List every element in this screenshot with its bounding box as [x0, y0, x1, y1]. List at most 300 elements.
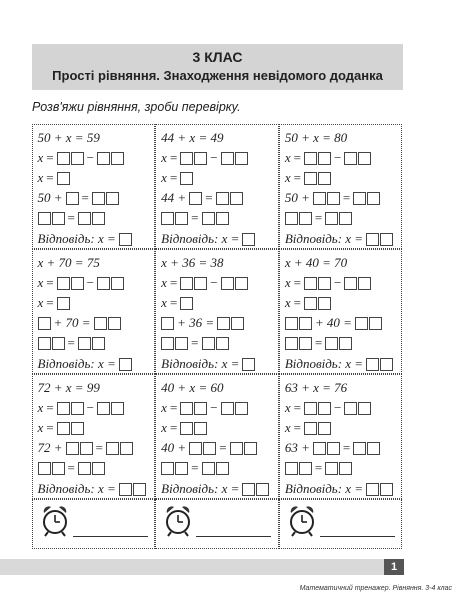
- equals-sign: =: [46, 149, 54, 165]
- answer-box[interactable]: [180, 402, 193, 415]
- box-group: [313, 440, 340, 456]
- answer-box[interactable]: [189, 192, 202, 205]
- box-group: [161, 335, 188, 351]
- answer-box[interactable]: [38, 212, 51, 225]
- answer-box[interactable]: [92, 462, 105, 475]
- box-group: [202, 335, 229, 351]
- answer-box[interactable]: [57, 297, 70, 310]
- answer-box[interactable]: [52, 337, 65, 350]
- answer-box[interactable]: [304, 172, 317, 185]
- box-group: [97, 150, 124, 166]
- box-group: [189, 440, 216, 456]
- answer-box[interactable]: [367, 442, 380, 455]
- answer-box[interactable]: [325, 212, 338, 225]
- answer-box[interactable]: [325, 462, 338, 475]
- box-group: [180, 295, 193, 311]
- answer-box[interactable]: [285, 317, 298, 330]
- answer-box[interactable]: [355, 317, 368, 330]
- answer-box[interactable]: [231, 317, 244, 330]
- answer-box[interactable]: [161, 212, 174, 225]
- answer-box[interactable]: [92, 212, 105, 225]
- answer-box[interactable]: [216, 462, 229, 475]
- solution-line: [161, 420, 207, 436]
- check-suffix: + 40 =: [314, 314, 352, 330]
- answer-box[interactable]: [175, 212, 188, 225]
- box-group: [304, 420, 331, 436]
- answer-box[interactable]: [366, 233, 379, 246]
- answer-box[interactable]: [71, 152, 84, 165]
- box-group: [38, 460, 65, 476]
- answer-box[interactable]: [111, 277, 124, 290]
- solution-line: [38, 356, 132, 372]
- solution-line: [38, 481, 146, 497]
- check-prefix: 72 +: [37, 439, 63, 455]
- answer-box[interactable]: [194, 402, 207, 415]
- box-group: [180, 400, 207, 416]
- topic-title: Прості рівняння. Знаходження невідомого доданка: [52, 68, 383, 83]
- answer-box[interactable]: [313, 192, 326, 205]
- minus-sign: −: [210, 149, 218, 165]
- answer-box[interactable]: [78, 212, 91, 225]
- answer-box[interactable]: [221, 402, 234, 415]
- box-group: [180, 150, 207, 166]
- solution-line: [38, 400, 124, 416]
- answer-box[interactable]: [285, 337, 298, 350]
- answer-box[interactable]: [304, 422, 317, 435]
- equals-sign: =: [342, 189, 351, 205]
- box-group: [38, 315, 51, 331]
- answer-box[interactable]: [120, 442, 133, 455]
- box-group: [304, 170, 331, 186]
- solution-line: [285, 275, 371, 291]
- equation: 44 + x = 49: [161, 129, 224, 145]
- answer-box[interactable]: [97, 277, 110, 290]
- solution-line: [161, 356, 255, 372]
- x-variable: x: [161, 399, 167, 415]
- answer-box[interactable]: [304, 297, 317, 310]
- solution-line: [285, 210, 352, 226]
- answer-box[interactable]: [369, 317, 382, 330]
- answer-box[interactable]: [161, 317, 174, 330]
- solution-line: [38, 380, 100, 396]
- solution-line: [285, 335, 352, 351]
- answer-box[interactable]: [108, 317, 121, 330]
- box-group: [57, 400, 84, 416]
- answer-box[interactable]: [216, 192, 229, 205]
- x-variable: x: [161, 274, 167, 290]
- answer-box[interactable]: [339, 212, 352, 225]
- answer-box[interactable]: [202, 462, 215, 475]
- answer-box[interactable]: [318, 422, 331, 435]
- box-group: [366, 356, 393, 372]
- equals-sign: =: [67, 459, 75, 475]
- answer-box[interactable]: [194, 422, 207, 435]
- answer-box[interactable]: [221, 277, 234, 290]
- equation: x + 40 = 70: [284, 254, 348, 270]
- answer-box[interactable]: [380, 483, 393, 496]
- answer-box[interactable]: [202, 337, 215, 350]
- check-prefix: 50 +: [284, 189, 310, 205]
- box-group: [344, 400, 371, 416]
- answer-box[interactable]: [318, 297, 331, 310]
- answer-box[interactable]: [57, 422, 70, 435]
- answer-box[interactable]: [230, 442, 243, 455]
- answer-box[interactable]: [299, 317, 312, 330]
- answer-box[interactable]: [344, 402, 357, 415]
- equals-sign: =: [67, 334, 75, 350]
- answer-box[interactable]: [52, 212, 65, 225]
- answer-box[interactable]: [256, 483, 269, 496]
- answer-box[interactable]: [92, 337, 105, 350]
- exercise-cell: [279, 374, 403, 499]
- solution-line: [38, 255, 100, 271]
- answer-box[interactable]: [244, 442, 257, 455]
- solution-line: [161, 380, 223, 396]
- box-group: [325, 210, 352, 226]
- solution-line: [285, 315, 382, 331]
- x-variable: x: [284, 149, 291, 165]
- box-group: [202, 210, 229, 226]
- answer-box[interactable]: [175, 462, 188, 475]
- box-group: [242, 231, 255, 247]
- answer-box[interactable]: [57, 277, 70, 290]
- equals-sign: =: [169, 294, 178, 310]
- solution-line: [161, 460, 228, 476]
- answer-box[interactable]: [38, 317, 51, 330]
- answer-box[interactable]: [242, 233, 255, 246]
- x-variable: x: [161, 169, 167, 185]
- x-variable: x: [284, 169, 291, 185]
- answer-box[interactable]: [133, 483, 146, 496]
- answer-box[interactable]: [235, 277, 248, 290]
- solution-line: [38, 190, 119, 206]
- solution-line: [285, 420, 331, 436]
- answer-box[interactable]: [38, 337, 51, 350]
- answer-box[interactable]: [216, 337, 229, 350]
- solution-line: [38, 275, 124, 291]
- answer-box[interactable]: [175, 337, 188, 350]
- answer-box[interactable]: [203, 442, 216, 455]
- answer-box[interactable]: [94, 317, 107, 330]
- solution-line: [161, 481, 269, 497]
- answer-box[interactable]: [71, 402, 84, 415]
- answer-box[interactable]: [217, 317, 230, 330]
- solution-line: [161, 210, 228, 226]
- answer-box[interactable]: [111, 402, 124, 415]
- box-group: [97, 400, 124, 416]
- answer-box[interactable]: [180, 152, 193, 165]
- timer-cell: [279, 499, 403, 549]
- answer-box[interactable]: [97, 152, 110, 165]
- solution-line: [38, 231, 132, 247]
- minus-sign: −: [86, 274, 94, 290]
- answer-box[interactable]: [304, 402, 317, 415]
- exercise-cell: [32, 249, 156, 374]
- answer-box[interactable]: [194, 277, 207, 290]
- answer-label: Відповідь: x =: [161, 480, 240, 496]
- equals-sign: =: [169, 419, 178, 435]
- alarm-clock-icon: [40, 504, 70, 538]
- answer-box[interactable]: [52, 462, 65, 475]
- answer-box[interactable]: [161, 462, 174, 475]
- answer-box[interactable]: [78, 337, 91, 350]
- answer-box[interactable]: [285, 212, 298, 225]
- box-group: [57, 275, 84, 291]
- box-group: [285, 335, 312, 351]
- answer-box[interactable]: [180, 172, 193, 185]
- box-group: [66, 190, 79, 206]
- box-group: [304, 295, 331, 311]
- timer-cell: [32, 499, 156, 549]
- answer-box[interactable]: [38, 462, 51, 475]
- equals-sign: =: [46, 274, 54, 290]
- answer-box[interactable]: [180, 297, 193, 310]
- solution-line: [285, 380, 347, 396]
- x-variable: x: [284, 399, 291, 415]
- answer-box[interactable]: [57, 402, 70, 415]
- answer-label: Відповідь: x =: [37, 480, 116, 496]
- answer-box[interactable]: [339, 462, 352, 475]
- answer-box[interactable]: [194, 152, 207, 165]
- box-group: [217, 315, 244, 331]
- check-prefix: 63 +: [284, 439, 310, 455]
- box-group: [119, 481, 146, 497]
- equals-sign: =: [191, 459, 199, 475]
- answer-box[interactable]: [202, 212, 215, 225]
- answer-box[interactable]: [353, 442, 366, 455]
- box-group: [57, 295, 70, 311]
- equals-sign: =: [95, 439, 103, 455]
- box-group: [38, 210, 65, 226]
- answer-box[interactable]: [358, 152, 371, 165]
- solution-line: [161, 335, 228, 351]
- check-prefix: 40 +: [161, 439, 187, 455]
- box-group: [242, 356, 255, 372]
- box-group: [161, 315, 174, 331]
- answer-box[interactable]: [71, 277, 84, 290]
- solution-line: [161, 295, 193, 311]
- box-group: [202, 460, 229, 476]
- answer-box[interactable]: [78, 462, 91, 475]
- footer-text: Математичний тренажер. Рівняння. 3-4 клас: [299, 585, 452, 592]
- answer-box[interactable]: [353, 192, 366, 205]
- x-variable: x: [37, 419, 44, 435]
- time-blank-line[interactable]: [196, 536, 271, 537]
- answer-box[interactable]: [111, 152, 124, 165]
- box-group: [161, 460, 188, 476]
- x-variable: x: [161, 419, 167, 435]
- x-variable: x: [37, 274, 44, 290]
- solution-line: [38, 315, 121, 331]
- answer-box[interactable]: [57, 172, 70, 185]
- solution-line: [38, 170, 70, 186]
- answer-box[interactable]: [380, 358, 393, 371]
- equals-sign: =: [205, 189, 213, 205]
- time-blank-line[interactable]: [320, 536, 395, 537]
- x-variable: x: [37, 399, 44, 415]
- answer-box[interactable]: [344, 152, 357, 165]
- time-blank-line[interactable]: [73, 536, 148, 537]
- solution-line: [161, 190, 242, 206]
- box-group: [285, 210, 312, 226]
- instruction-text: Розв'яжи рівняння, зроби перевірку.: [32, 100, 241, 114]
- exercise-cell: [279, 124, 403, 249]
- solution-line: [161, 275, 247, 291]
- box-group: [161, 210, 188, 226]
- x-variable: x: [161, 149, 167, 165]
- timer-cell: [155, 499, 279, 549]
- answer-box[interactable]: [242, 358, 255, 371]
- box-group: [57, 150, 84, 166]
- answer-box[interactable]: [318, 172, 331, 185]
- x-variable: x: [284, 294, 291, 310]
- exercise-cell: [279, 249, 403, 374]
- x-variable: x: [37, 294, 44, 310]
- equals-sign: =: [46, 399, 54, 415]
- box-group: [221, 275, 248, 291]
- exercise-grid: [32, 124, 403, 549]
- solution-line: [285, 231, 393, 247]
- box-group: [304, 150, 331, 166]
- alarm-clock-icon: [163, 504, 193, 538]
- solution-line: [38, 150, 124, 166]
- answer-box[interactable]: [380, 233, 393, 246]
- equals-sign: =: [46, 169, 54, 185]
- equals-sign: =: [191, 334, 199, 350]
- exercise-cell: [32, 124, 156, 249]
- answer-box[interactable]: [230, 192, 243, 205]
- box-group: [180, 420, 207, 436]
- solution-line: [285, 130, 347, 146]
- equals-sign: =: [81, 189, 89, 205]
- answer-box[interactable]: [358, 277, 371, 290]
- page-number: 1: [384, 559, 404, 575]
- equation: 63 + x = 76: [284, 379, 348, 395]
- answer-box[interactable]: [161, 337, 174, 350]
- box-group: [366, 231, 393, 247]
- answer-box[interactable]: [119, 358, 132, 371]
- alarm-clock-icon: [287, 504, 317, 538]
- answer-box[interactable]: [327, 192, 340, 205]
- box-group: [353, 190, 380, 206]
- equation: 40 + x = 60: [161, 379, 224, 395]
- box-group: [78, 460, 105, 476]
- minus-sign: −: [210, 399, 218, 415]
- solution-line: [38, 130, 100, 146]
- equals-sign: =: [169, 149, 178, 165]
- equals-sign: =: [191, 209, 199, 225]
- answer-box[interactable]: [221, 152, 234, 165]
- box-group: [180, 170, 193, 186]
- answer-box[interactable]: [366, 358, 379, 371]
- answer-label: Відповідь: x =: [284, 480, 364, 496]
- solution-line: [38, 460, 105, 476]
- minus-sign: −: [86, 399, 94, 415]
- answer-box[interactable]: [106, 442, 119, 455]
- answer-box[interactable]: [299, 462, 312, 475]
- box-group: [216, 190, 243, 206]
- answer-box[interactable]: [189, 442, 202, 455]
- box-group: [180, 275, 207, 291]
- box-group: [78, 335, 105, 351]
- answer-box[interactable]: [97, 402, 110, 415]
- equals-sign: =: [293, 169, 301, 185]
- answer-box[interactable]: [106, 192, 119, 205]
- answer-box[interactable]: [242, 483, 255, 496]
- answer-box[interactable]: [119, 483, 132, 496]
- answer-box[interactable]: [318, 402, 331, 415]
- exercise-cell: [155, 124, 279, 249]
- answer-box[interactable]: [80, 442, 93, 455]
- equals-sign: =: [169, 274, 178, 290]
- answer-box[interactable]: [327, 442, 340, 455]
- box-group: [242, 481, 269, 497]
- answer-box[interactable]: [358, 402, 371, 415]
- box-group: [221, 400, 248, 416]
- answer-box[interactable]: [235, 402, 248, 415]
- answer-box[interactable]: [304, 277, 317, 290]
- solution-line: [161, 255, 223, 271]
- x-variable: x: [37, 169, 44, 185]
- minus-sign: −: [333, 399, 342, 415]
- answer-box[interactable]: [216, 212, 229, 225]
- answer-box[interactable]: [313, 442, 326, 455]
- equation: x + 70 = 75: [37, 254, 100, 270]
- answer-box[interactable]: [119, 233, 132, 246]
- equals-sign: =: [46, 419, 54, 435]
- answer-box[interactable]: [366, 483, 379, 496]
- equals-sign: =: [293, 274, 301, 290]
- answer-box[interactable]: [304, 152, 317, 165]
- answer-box[interactable]: [71, 422, 84, 435]
- answer-box[interactable]: [66, 192, 79, 205]
- box-group: [221, 150, 248, 166]
- solution-line: [38, 420, 84, 436]
- x-variable: x: [284, 419, 291, 435]
- box-group: [38, 335, 65, 351]
- equals-sign: =: [293, 294, 301, 310]
- answer-box[interactable]: [285, 462, 298, 475]
- answer-box[interactable]: [180, 277, 193, 290]
- answer-box[interactable]: [299, 337, 312, 350]
- solution-line: [161, 130, 223, 146]
- solution-line: [161, 150, 247, 166]
- answer-box[interactable]: [318, 152, 331, 165]
- exercise-cell: [155, 249, 279, 374]
- answer-box[interactable]: [180, 422, 193, 435]
- answer-box[interactable]: [299, 212, 312, 225]
- box-group: [97, 275, 124, 291]
- answer-box[interactable]: [344, 277, 357, 290]
- box-group: [92, 190, 119, 206]
- answer-box[interactable]: [92, 192, 105, 205]
- x-variable: x: [37, 149, 44, 165]
- answer-label: Відповідь: x =: [284, 230, 364, 246]
- box-group: [325, 335, 352, 351]
- answer-box[interactable]: [318, 277, 331, 290]
- box-group: [366, 481, 393, 497]
- equation: x + 36 = 38: [161, 254, 224, 270]
- answer-box[interactable]: [367, 192, 380, 205]
- answer-box[interactable]: [57, 152, 70, 165]
- answer-box[interactable]: [325, 337, 338, 350]
- solution-line: [161, 170, 193, 186]
- answer-box[interactable]: [66, 442, 79, 455]
- answer-box[interactable]: [339, 337, 352, 350]
- minus-sign: −: [210, 274, 218, 290]
- answer-box[interactable]: [235, 152, 248, 165]
- check-prefix: 44 +: [161, 189, 187, 205]
